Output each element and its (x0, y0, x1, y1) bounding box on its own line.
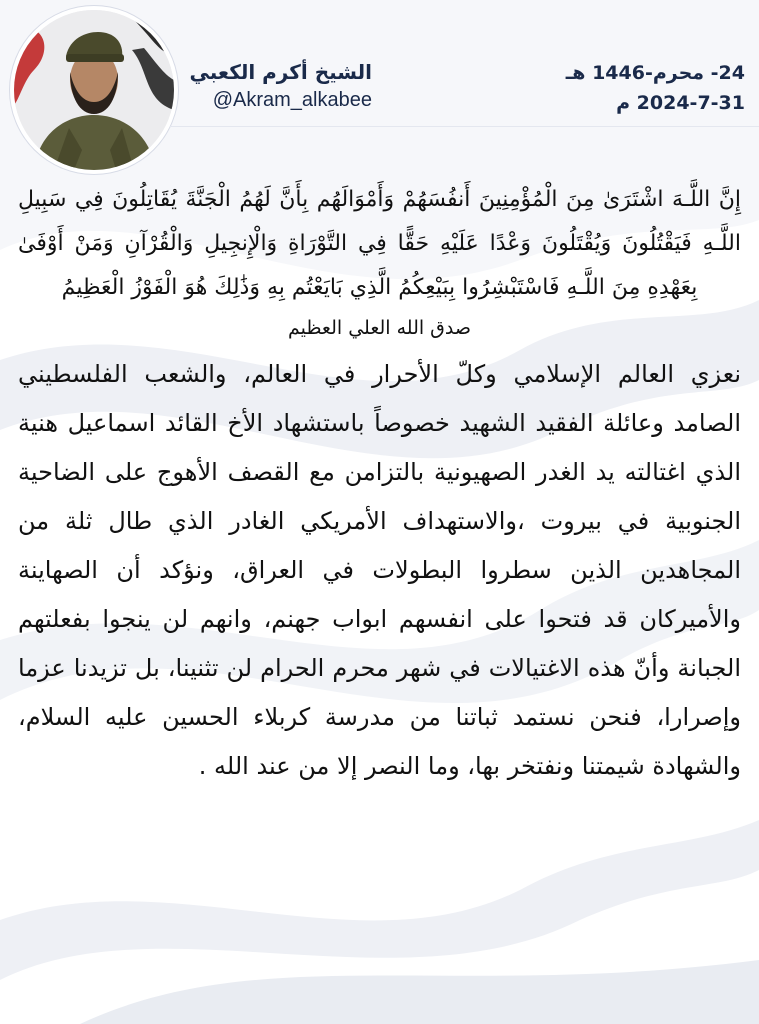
condolence-statement: نعزي العالم الإسلامي وكلّ الأحرار في العالم، والشعب الفلسطيني الصامد وعائلة الفقيد الشهيد خصوصاً باستشهاد الأخ القائد اسماعيل هنية الذي اغتالته يد الغدر الصهيونية بالتزامن مع القصف الأهوج على الضاحية الجنوبية في بيروت ،والاستهداف الأمريكي الغادر الذي طال ثلة من المجاهدين الذين سطروا البطولات في العراق، ونؤكد أن الصهاينة والأميركان قد فتحوا على انفسهم ابواب جهنم، وانهم لن ينجوا بفعلتهم الجبانة وأنّ هذه الاغتيالات في شهر محرم الحرام لن تثنينا، بل تزيدنا عزما وإصرارا، فنحن نستمد ثباتنا من مدرسة كربلاء الحسين عليه السلام، والشهادة شيمتنا ونفتخر بها، وما النصر إلا من عند الله . (18, 360, 741, 780)
author-avatar[interactable] (10, 6, 178, 174)
person-portrait-icon (14, 10, 174, 170)
post-header (0, 0, 759, 160)
author-info (182, 58, 372, 114)
author-name[interactable]: الشيخ أكرم الكعبي (189, 60, 372, 84)
hijri-date: 24- محرم-1446 هـ (565, 62, 745, 84)
author-handle[interactable]: @Akram_alkabee (212, 89, 372, 111)
post-date (545, 58, 745, 118)
verse-closing: صدق الله العلي العظيم (287, 317, 472, 339)
quran-verse: إِنَّ اللَّـهَ اشْتَرَىٰ مِنَ الْمُؤْمِنِينَ أَنفُسَهُمْ وَأَمْوَالَهُم بِأَنَّ لَهُمُ الْجَنَّةَ يُقَاتِلُونَ فِي سَبِيلِ اللَّـهِ فَيَقْتُلُونَ وَيُقْتَلُونَ وَعْدًا عَلَيْهِ حَقًّا فِي التَّوْرَاةِ وَالْإِنجِيلِ وَالْقُرْآنِ وَمَنْ أَوْفَىٰ بِعَهْدِهِ مِنَ اللَّـهِ فَاسْتَبْشِرُوا بِبَيْعِكُمُ الَّذِي بَايَعْتُم بِهِ وَذَٰلِكَ هُوَ الْفَوْزُ الْعَظِيمُ (18, 187, 741, 300)
gregorian-date: 2024-7-31 م (616, 92, 745, 114)
post-content (14, 178, 745, 791)
header-divider (170, 126, 759, 127)
